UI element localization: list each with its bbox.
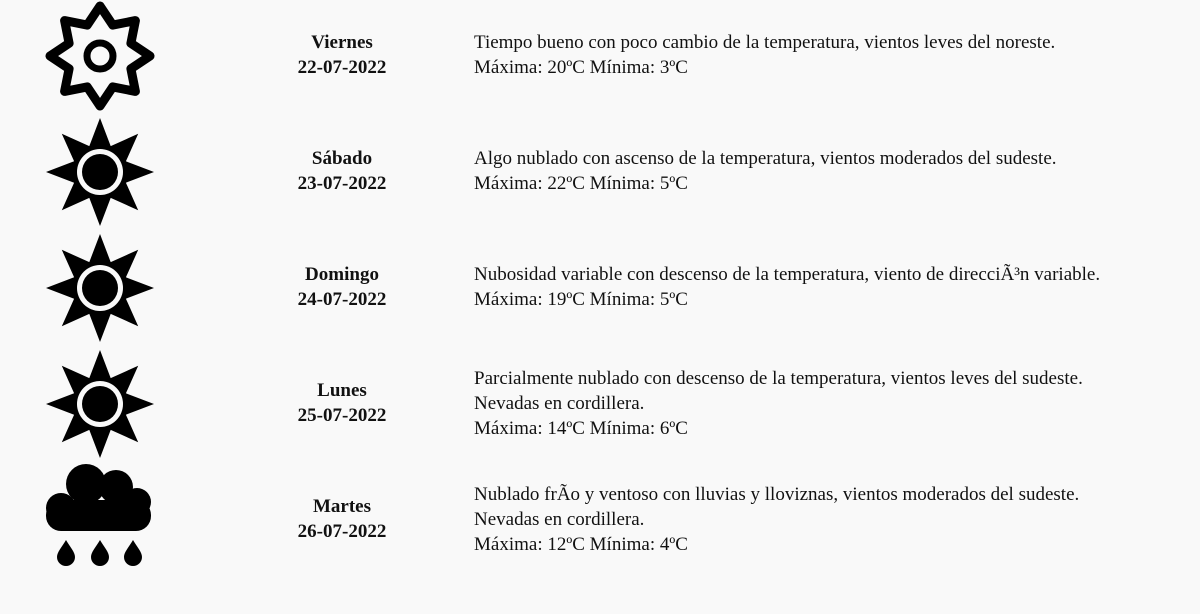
forecast-date <box>262 30 422 80</box>
forecast-summary: Nubosidad variable con descenso de la temperatura, viento de direcciÃ³n variable. <box>474 264 1101 285</box>
forecast-date-value: 22-07-2022 <box>297 57 387 78</box>
forecast-day-name: Martes <box>312 496 372 517</box>
forecast-summary: Tiempo bueno con poco cambio de la temperatura, vientos leves del noreste. <box>474 32 1056 53</box>
forecast-note: Nevadas en cordillera. <box>474 393 645 414</box>
forecast-temperatures: Máxima: 12ºC Mínima: 4ºC <box>474 534 688 555</box>
forecast-description <box>474 30 1194 80</box>
forecast-summary: Parcialmente nublado con descenso de la temperatura, vientos leves del sudeste. <box>474 368 1083 389</box>
sun-icon <box>44 232 156 344</box>
forecast-date-value: 23-07-2022 <box>297 173 387 194</box>
forecast-description <box>474 482 1194 557</box>
forecast-temperatures: Máxima: 22ºC Mínima: 5ºC <box>474 173 688 194</box>
sun-outline-icon <box>44 0 156 112</box>
forecast-date-value: 26-07-2022 <box>297 521 387 542</box>
forecast-summary: Algo nublado con ascenso de la temperatura, vientos moderados del sudeste. <box>474 148 1057 169</box>
forecast-day-name: Sábado <box>311 148 373 169</box>
forecast-date-value: 24-07-2022 <box>297 289 387 310</box>
forecast-temperatures: Máxima: 20ºC Mínima: 3ºC <box>474 57 688 78</box>
forecast-date <box>262 262 422 312</box>
forecast-summary: Nublado frÃo y ventoso con lluvias y lloviznas, vientos moderados del sudeste. <box>474 484 1080 505</box>
forecast-date <box>262 146 422 196</box>
forecast-temperatures: Máxima: 19ºC Mínima: 5ºC <box>474 289 688 310</box>
forecast-date <box>262 494 422 544</box>
forecast-date <box>262 378 422 428</box>
forecast-description <box>474 366 1194 441</box>
forecast-description <box>474 146 1194 196</box>
sun-icon <box>44 348 156 460</box>
forecast-description <box>474 262 1194 312</box>
sun-icon <box>44 116 156 228</box>
forecast-day-name: Viernes <box>311 32 373 53</box>
forecast-note: Nevadas en cordillera. <box>474 509 645 530</box>
forecast-date-value: 25-07-2022 <box>297 405 387 426</box>
rain-cloud-icon <box>44 464 156 576</box>
forecast-temperatures: Máxima: 14ºC Mínima: 6ºC <box>474 418 688 439</box>
forecast-day-name: Domingo <box>305 264 379 285</box>
forecast-day-name: Lunes <box>317 380 367 401</box>
